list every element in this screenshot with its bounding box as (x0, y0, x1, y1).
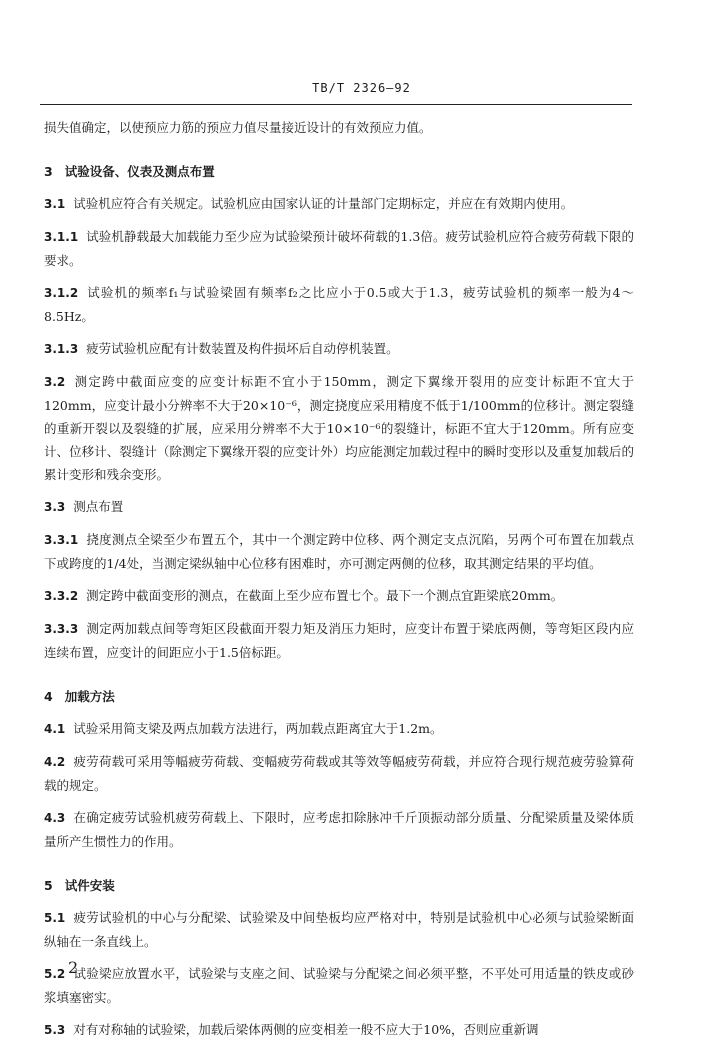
clause-5-2 (44, 962, 634, 1009)
clause-number: 3.1.3 (44, 342, 79, 356)
clause-text: 测点布置 (73, 499, 124, 514)
clause-number: 4.2 (44, 755, 66, 769)
clause-number: 3.1 (44, 197, 66, 211)
clause-4-2 (44, 750, 634, 797)
clause-3-3-1 (44, 528, 634, 575)
clause-5-1 (44, 906, 634, 953)
clause-text: 试验机静载最大加载能力至少应为试验梁预计破坏荷载的1.3倍。疲劳试验机应符合疲劳荷载下限的要求。 (44, 229, 634, 268)
clause-3-3 (44, 495, 634, 519)
clause-3-2 (44, 370, 634, 486)
clause-5-3 (44, 1018, 634, 1042)
clause-number: 3.3 (44, 500, 66, 514)
clause-4-3 (44, 806, 634, 853)
clause-text: 疲劳试验机应配有计数装置及构件损坏后自动停机装置。 (86, 341, 399, 356)
clause-number: 5.2 (44, 967, 66, 981)
clause-text: 对有对称轴的试验梁，加载后梁体两侧的应变相差一般不应大于10%，否则应重新调 (73, 1022, 539, 1037)
clause-text: 疲劳试验机的中心与分配梁、试验梁及中间垫板均应严格对中，特别是试验机中心必须与试验梁断面纵轴在一条直线上。 (44, 910, 634, 949)
section-3-heading (44, 160, 634, 183)
clause-3-3-2 (44, 584, 634, 608)
clause-number: 3.3.1 (44, 533, 79, 547)
section-title: 试件安装 (64, 878, 115, 893)
section-title: 加载方法 (64, 689, 115, 704)
clause-number: 5.1 (44, 911, 66, 925)
clause-text: 试验机的频率f₁与试验梁固有频率f₂之比应小于0.5或大于1.3，疲劳试验机的频率一般为4～8.5Hz。 (44, 285, 634, 324)
section-number: 5 (44, 878, 53, 893)
document-code-header: TB/T 2326—92 (312, 81, 411, 95)
page-number: 2 (68, 958, 79, 977)
clause-number: 4.3 (44, 811, 66, 825)
clause-text: 测定跨中截面变形的测点，在截面上至少应布置七个。最下一个测点宜距梁底20mm。 (86, 588, 564, 603)
continuation-paragraph (44, 116, 634, 139)
clause-number: 3.2 (44, 375, 66, 389)
paragraph-text: 损失值确定，以使预应力筋的预应力值尽量接近设计的有效预应力值。 (44, 120, 432, 135)
clause-text: 在确定疲劳试验机疲劳荷载上、下限时，应考虑扣除脉冲千斤顶振动部分质量、分配梁质量及梁体质量所产生惯性力的作用。 (44, 810, 634, 849)
clause-number: 5.3 (44, 1023, 66, 1037)
section-number: 3 (44, 164, 53, 179)
clause-text: 测定跨中截面应变的应变计标距不宜小于150mm，测定下翼缘开裂用的应变计标距不宜大于120mm，应变计最小分辨率不大于20×10⁻⁶，测定挠度应采用精度不低于1/100mm的位移计。测定裂缝的重新开裂以及裂缝的扩展，应采用分辨率不大于10×10⁻⁶的裂缝计，标距不宜大于120mm。所有应变计、位移计、裂缝计（除测定下翼缘开裂的应变计外）均应能测定加载过程中的瞬时变形以及重复加载后的累计变形和残余变形。 (44, 374, 634, 482)
clause-3-1-2 (44, 281, 634, 328)
clause-number: 3.1.2 (44, 286, 79, 300)
clause-3-1-3 (44, 337, 634, 361)
section-4-heading (44, 685, 634, 708)
clause-text: 挠度测点全梁至少布置五个，其中一个测定跨中位移、两个测定支点沉陷，另两个可布置在加载点下或跨度的1/4处，当测定梁纵轴中心位移有困难时，亦可测定两侧的位移，取其测定结果的平均值。 (44, 532, 634, 571)
clause-number: 4.1 (44, 722, 66, 736)
clause-4-1 (44, 717, 634, 741)
clause-3-3-3 (44, 617, 634, 664)
clause-3-1-1 (44, 225, 634, 272)
clause-number: 3.3.3 (44, 622, 79, 636)
section-5-heading (44, 874, 634, 897)
header-rule (40, 104, 632, 105)
clause-3-1 (44, 192, 634, 216)
clause-text: 试验机应符合有关规定。试验机应由国家认证的计量部门定期标定，并应在有效期内使用。 (73, 196, 574, 211)
section-number: 4 (44, 689, 53, 704)
clause-text: 疲劳荷载可采用等幅疲劳荷载、变幅疲劳荷载或其等效等幅疲劳荷载，并应符合现行规范疲劳验算荷载的规定。 (44, 754, 634, 793)
clause-number: 3.3.2 (44, 589, 79, 603)
clause-text: 试验梁应放置水平，试验梁与支座之间、试验梁与分配梁之间必须平整，不平处可用适量的铁皮或砂浆填塞密实。 (44, 966, 634, 1005)
document-body (44, 116, 634, 1042)
clause-text: 测定两加载点间等弯矩区段截面开裂力矩及消压力矩时，应变计布置于梁底两侧，等弯矩区段内应连续布置，应变计的间距应小于1.5倍标距。 (44, 621, 634, 660)
clause-text: 试验采用简支梁及两点加载方法进行，两加载点距离宜大于1.2m。 (73, 721, 443, 736)
section-title: 试验设备、仪表及测点布置 (64, 164, 215, 179)
clause-number: 3.1.1 (44, 230, 79, 244)
